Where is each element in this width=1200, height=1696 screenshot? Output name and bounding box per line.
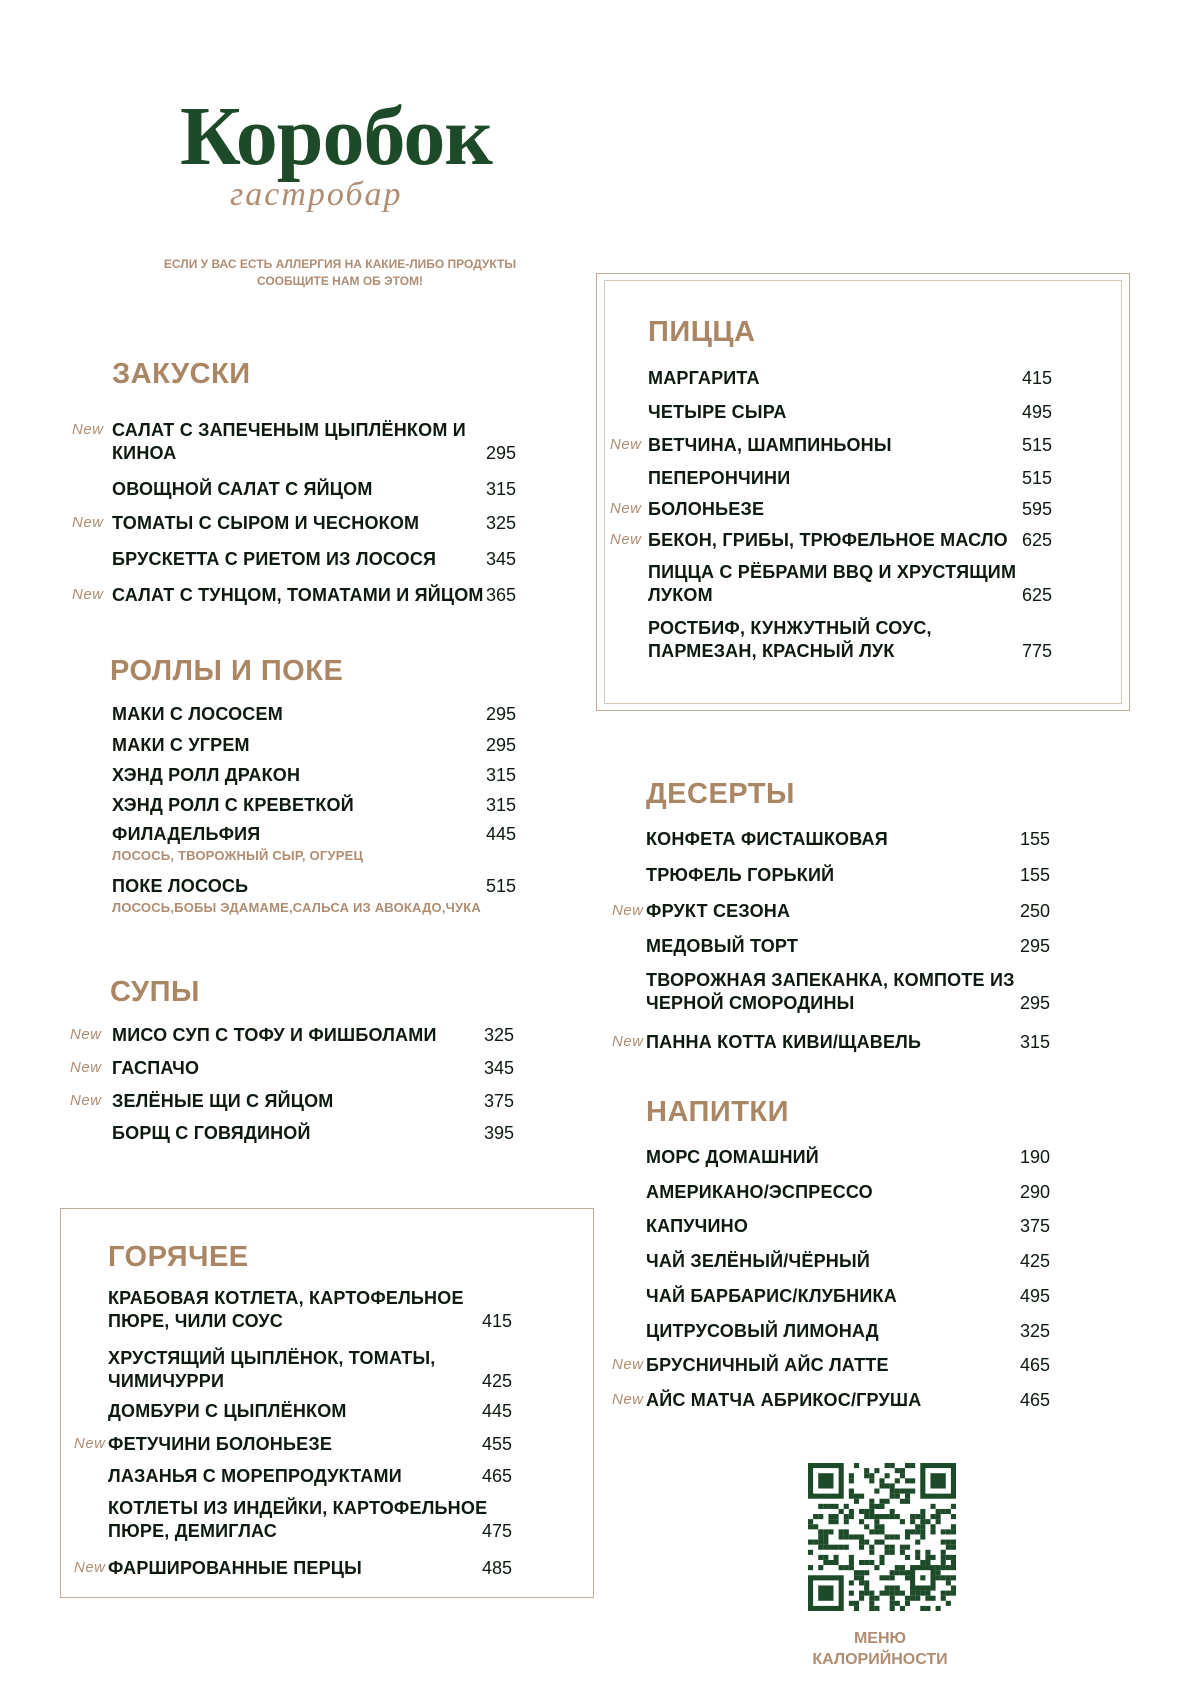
menu-item-name: ТВОРОЖНАЯ ЗАПЕКАНКА, КОМПОТЕ ИЗ ЧЕРНОЙ СМОРОДИНЫ [646,970,1015,1013]
menu-item-name: ЗЕЛЁНЫЕ ЩИ С ЯЙЦОМ [112,1091,334,1111]
menu-item-price: 325 [485,513,516,533]
menu-item-name: САЛАТ С ТУНЦОМ, ТОМАТАМИ И ЯЙЦОМ [112,585,484,605]
menu-item-price: 425 [1019,1251,1050,1271]
menu-item-price: 775 [1021,641,1052,661]
menu-item-name: ЧАЙ ЗЕЛЁНЫЙ/ЧЁРНЫЙ [646,1251,870,1271]
new-badge: New [70,1059,102,1076]
menu-item-price: 495 [1019,1286,1050,1306]
menu-item-price: 625 [1021,530,1052,550]
qr-caption [770,1628,990,1670]
menu-item-name: МИСО СУП С ТОФУ И ФИШБОЛАМИ [112,1025,437,1045]
menu-item-name: БОЛОНЬЕЗЕ [648,499,765,519]
menu-item-price: 315 [485,479,516,499]
section-title-pizza: ПИЦЦА [648,316,756,348]
menu-item-name: КОТЛЕТЫ ИЗ ИНДЕЙКИ, КАРТОФЕЛЬНОЕ ПЮРЕ, ДЕМИГЛАС [108,1498,488,1541]
new-badge: New [612,902,644,919]
menu-item-price: 345 [483,1058,514,1078]
menu-item-price: 250 [1019,901,1050,921]
menu-item-name: ВЕТЧИНА, ШАМПИНЬОНЫ [648,435,892,455]
new-badge: New [74,1559,106,1576]
menu-item-name: ФИЛАДЕЛЬФИЯ [112,824,261,844]
new-badge: New [72,421,104,438]
menu-item-name: ДОМБУРИ С ЦЫПЛЁНКОМ [108,1401,347,1421]
menu-item-name: БРУСКЕТТА С РИЕТОМ ИЗ ЛОСОСЯ [112,549,437,569]
menu-item-name: КРАБОВАЯ КОТЛЕТА, КАРТОФЕЛЬНОЕ ПЮРЕ, ЧИЛИ СОУС [108,1288,464,1331]
menu-item-price: 515 [1021,468,1052,488]
section-title-deserty: ДЕСЕРТЫ [646,778,795,810]
menu-item-price: 515 [1021,435,1052,455]
menu-item-name: ЛАЗАНЬЯ С МОРЕПРОДУКТАМИ [108,1466,402,1486]
menu-item-name: ГАСПАЧО [112,1058,200,1078]
menu-item-name: ЦИТРУСОВЫЙ ЛИМОНАД [646,1321,879,1341]
menu-item-price: 465 [1019,1390,1050,1410]
qr-caption-line1: МЕНЮ [853,1630,907,1647]
section-title-rolly: РОЛЛЫ И ПОКЕ [110,655,344,687]
menu-item-price: 325 [1019,1321,1050,1341]
menu-item-price: 465 [481,1466,512,1486]
menu-item-name: ФРУКТ СЕЗОНА [646,901,791,921]
menu-item-name: ПИЦЦА С РЁБРАМИ BBQ И ХРУСТЯЩИМ ЛУКОМ [648,562,1017,605]
menu-item-name: ФЕТУЧИНИ БОЛОНЬЕЗЕ [108,1434,333,1454]
menu-item-price: 455 [481,1434,512,1454]
menu-item-price: 465 [1019,1355,1050,1375]
menu-item-name: АМЕРИКАНО/ЭСПРЕССО [646,1182,873,1202]
menu-item-name: МОРС ДОМАШНИЙ [646,1147,819,1167]
new-badge: New [610,500,642,517]
menu-item-price: 325 [483,1025,514,1045]
menu-item-name: ЧАЙ БАРБАРИС/КЛУБНИКА [646,1286,897,1306]
menu-item-price: 295 [485,735,516,755]
menu-item-price: 315 [485,795,516,815]
new-badge: New [612,1391,644,1408]
menu-item-name: БЕКОН, ГРИБЫ, ТРЮФЕЛЬНОЕ МАСЛО [648,530,1008,550]
menu-item-price: 315 [485,765,516,785]
menu-item-price: 625 [1021,585,1052,605]
menu-item-name: БРУСНИЧНЫЙ АЙС ЛАТТЕ [646,1355,889,1375]
new-badge: New [612,1033,644,1050]
qr-caption-line2: КАЛОРИЙНОСТИ [812,1651,948,1668]
menu-item-price: 425 [481,1371,512,1391]
new-badge: New [70,1092,102,1109]
section-title-goryachee: ГОРЯЧЕЕ [108,1241,249,1273]
menu-item-name: МАКИ С УГРЕМ [112,735,250,755]
menu-item-description: ЛОСОСЬ, ТВОРОЖНЫЙ СЫР, ОГУРЕЦ [112,848,364,863]
menu-item-price: 345 [485,549,516,569]
new-badge: New [610,436,642,453]
menu-item-price: 515 [485,876,516,896]
menu-item-name: ОВОЩНОЙ САЛАТ С ЯЙЦОМ [112,479,373,499]
menu-item-price: 155 [1019,829,1050,849]
menu-item-price: 445 [481,1401,512,1421]
menu-item-name: БОРЩ С ГОВЯДИНОЙ [112,1123,311,1143]
menu-item-name: КАПУЧИНО [646,1216,749,1236]
menu-item-price: 595 [1021,499,1052,519]
menu-item-name: КОНФЕТА ФИСТАШКОВАЯ [646,829,888,849]
section-title-zakuski: ЗАКУСКИ [112,358,251,390]
qr-code-icon[interactable] [808,1463,956,1611]
menu-item-name: ПЕПЕРОНЧИНИ [648,468,791,488]
menu-item-price: 375 [1019,1216,1050,1236]
menu-item-price: 155 [1019,865,1050,885]
menu-item-price: 485 [481,1558,512,1578]
menu-item-price: 475 [481,1521,512,1541]
new-badge: New [72,514,104,531]
menu-item-price: 415 [481,1311,512,1331]
new-badge: New [72,586,104,603]
menu-item-name: РОСТБИФ, КУНЖУТНЫЙ СОУС, ПАРМЕЗАН, КРАСНЫЙ ЛУК [648,618,932,661]
menu-item-name: МАРГАРИТА [648,368,760,388]
menu-item-name: ХЭНД РОЛЛ С КРЕВЕТКОЙ [112,795,354,815]
menu-item-price: 365 [485,585,516,605]
section-title-napitki: НАПИТКИ [646,1096,789,1128]
section-title-supy: СУПЫ [110,976,200,1008]
menu-item-price: 290 [1019,1182,1050,1202]
menu-item-price: 445 [485,824,516,844]
menu-item-price: 190 [1019,1147,1050,1167]
menu-item-price: 295 [1019,936,1050,956]
menu-item-name: ФАРШИРОВАННЫЕ ПЕРЦЫ [108,1558,362,1578]
menu-item-price: 375 [483,1091,514,1111]
menu-item-name: ХРУСТЯЩИЙ ЦЫПЛЁНОК, ТОМАТЫ, ЧИМИЧУРРИ [108,1348,436,1391]
menu-item-name: ЧЕТЫРЕ СЫРА [648,402,787,422]
brand-logo-subtitle: гастробар [230,176,403,213]
menu-item-price: 295 [1019,993,1050,1013]
new-badge: New [74,1435,106,1452]
menu-item-name: МЕДОВЫЙ ТОРТ [646,936,799,956]
menu-item-name: ХЭНД РОЛЛ ДРАКОН [112,765,301,785]
menu-item-name: ПАННА КОТТА КИВИ/ЩАВЕЛЬ [646,1032,922,1052]
menu-item-name: АЙС МАТЧА АБРИКОС/ГРУША [646,1390,922,1410]
menu-item-price: 495 [1021,402,1052,422]
menu-item-price: 315 [1019,1032,1050,1052]
menu-item-price: 295 [485,704,516,724]
new-badge: New [610,531,642,548]
new-badge: New [70,1026,102,1043]
menu-item-name: ПОКЕ ЛОСОСЬ [112,876,249,896]
menu-item-name: САЛАТ С ЗАПЕЧЕНЫМ ЦЫПЛЁНКОМ И КИНОА [112,420,466,463]
menu-item-description: ЛОСОСЬ,БОБЫ ЭДАМАМЕ,САЛЬСА ИЗ АВОКАДО,ЧУКА [112,900,482,915]
menu-item-price: 415 [1021,368,1052,388]
new-badge: New [612,1356,644,1373]
brand-logo-title: Коробок [180,90,492,183]
menu-item-price: 295 [485,443,516,463]
menu-item-name: ТРЮФЕЛЬ ГОРЬКИЙ [646,865,835,885]
menu-item-name: МАКИ С ЛОСОСЕМ [112,704,283,724]
menu-item-name: ТОМАТЫ С СЫРОМ И ЧЕСНОКОМ [112,513,420,533]
menu-item-price: 395 [483,1123,514,1143]
allergy-notice: ЕСЛИ У ВАС ЕСТЬ АЛЛЕРГИЯ НА КАКИЕ-ЛИБО ПРОДУКТЫ СООБЩИТЕ НАМ ОБ ЭТОМ! [163,257,517,288]
